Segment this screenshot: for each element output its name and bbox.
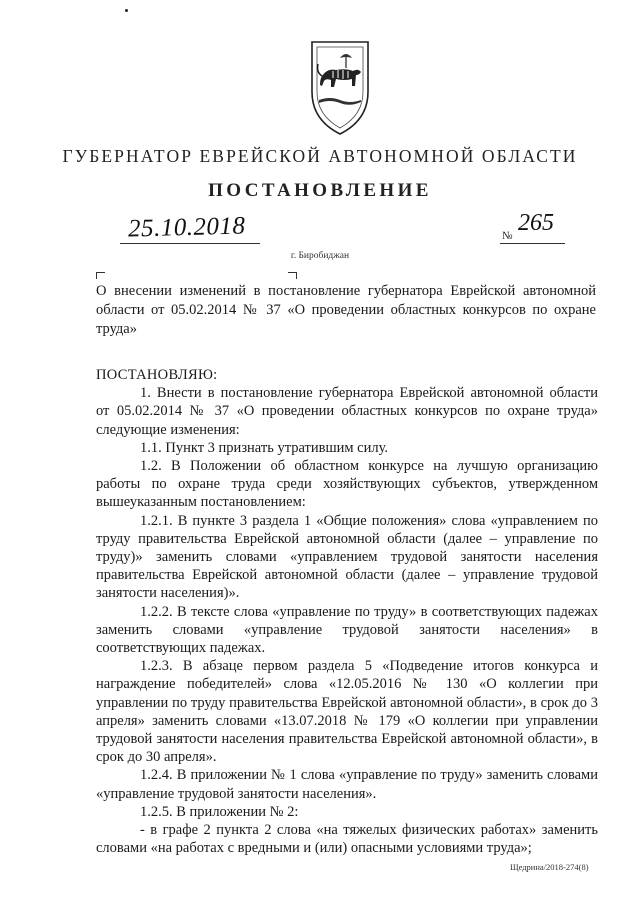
issuer-title: ГУБЕРНАТОР ЕВРЕЙСКОЙ АВТОНОМНОЙ ОБЛАСТИ	[62, 146, 578, 166]
body-paragraph: 1. Внести в постановление губернатора Еврейской автономной области от 05.02.2014 № 37 «О проведении областных конкурсов по охране труда» следующие изменения:	[96, 385, 598, 438]
body-paragraph: 1.2.5. В приложении № 2:	[140, 803, 299, 820]
document-number: 265	[518, 210, 554, 236]
body-paragraph: 1.2.3. В абзаце первом раздела 5 «Подведение итогов конкурса и награждение победителей» слова «12.05.2016 № 130 «О коллегии при управлении по труду правительства Еврейской автономной области», в срок до 3 апреля» заменить словами «13.07.2018 № 179 «О коллегии при управлении трудовой занятости населения правительства Еврейской автономной области», в срок до 30 апреля».	[96, 658, 598, 766]
body-paragraph: 1.1. Пункт 3 признать утратившим силу.	[140, 439, 389, 456]
number-underline	[500, 243, 565, 244]
decree-heading: ПОСТАНОВЛЯЮ:	[96, 367, 218, 383]
body-paragraph: 1.2. В Положении об областном конкурсе на лучшую организацию работы по охране труда среди хозяйствующих субъектов, утвержденном вышеуказанным постановлением:	[96, 458, 598, 511]
date-underline	[120, 243, 260, 244]
document-subject: О внесении изменений в постановление губернатора Еврейской автономной области от 05.02.2014 № 37 «О проведении областных конкурсов по охране труда»	[96, 283, 596, 337]
subject-bracket-left	[96, 272, 105, 279]
footer-code: Щедрина/2018-274(8)	[510, 862, 589, 872]
body-paragraph: 1.2.2. В тексте слова «управление по труду» в соответствующих падежах заменить словами «управление трудовой занятости населения» в соответствующих падежах.	[96, 603, 598, 657]
subject-bracket-right	[288, 272, 297, 279]
document-date: 25.10.2018	[127, 212, 246, 243]
document-body	[96, 366, 598, 857]
coat-of-arms-icon	[300, 30, 380, 140]
scan-speck	[125, 9, 128, 12]
body-paragraph: 1.2.4. В приложении № 1 слова «управление по труду» заменить словами «управление трудовой занятости населения».	[96, 767, 598, 802]
body-paragraph: - в графе 2 пункта 2 слова «на тяжелых физических работах» заменить словами «на работах с вредными и (или) опасными условиями труда»;	[96, 822, 598, 857]
issue-city: г. Биробиджан	[290, 251, 350, 261]
document-type-title: ПОСТАНОВЛЕНИЕ	[208, 180, 432, 201]
number-sign: №	[502, 230, 513, 242]
body-paragraph: 1.2.1. В пункте 3 раздела 1 «Общие положения» слова «управлением по труду правительства Еврейской автономной области (далее – управление по труду)» заменить словами «управлением трудовой занятости населения правительства Еврейской автономной области (далее – управление трудовой занятости населения)».	[96, 512, 598, 602]
